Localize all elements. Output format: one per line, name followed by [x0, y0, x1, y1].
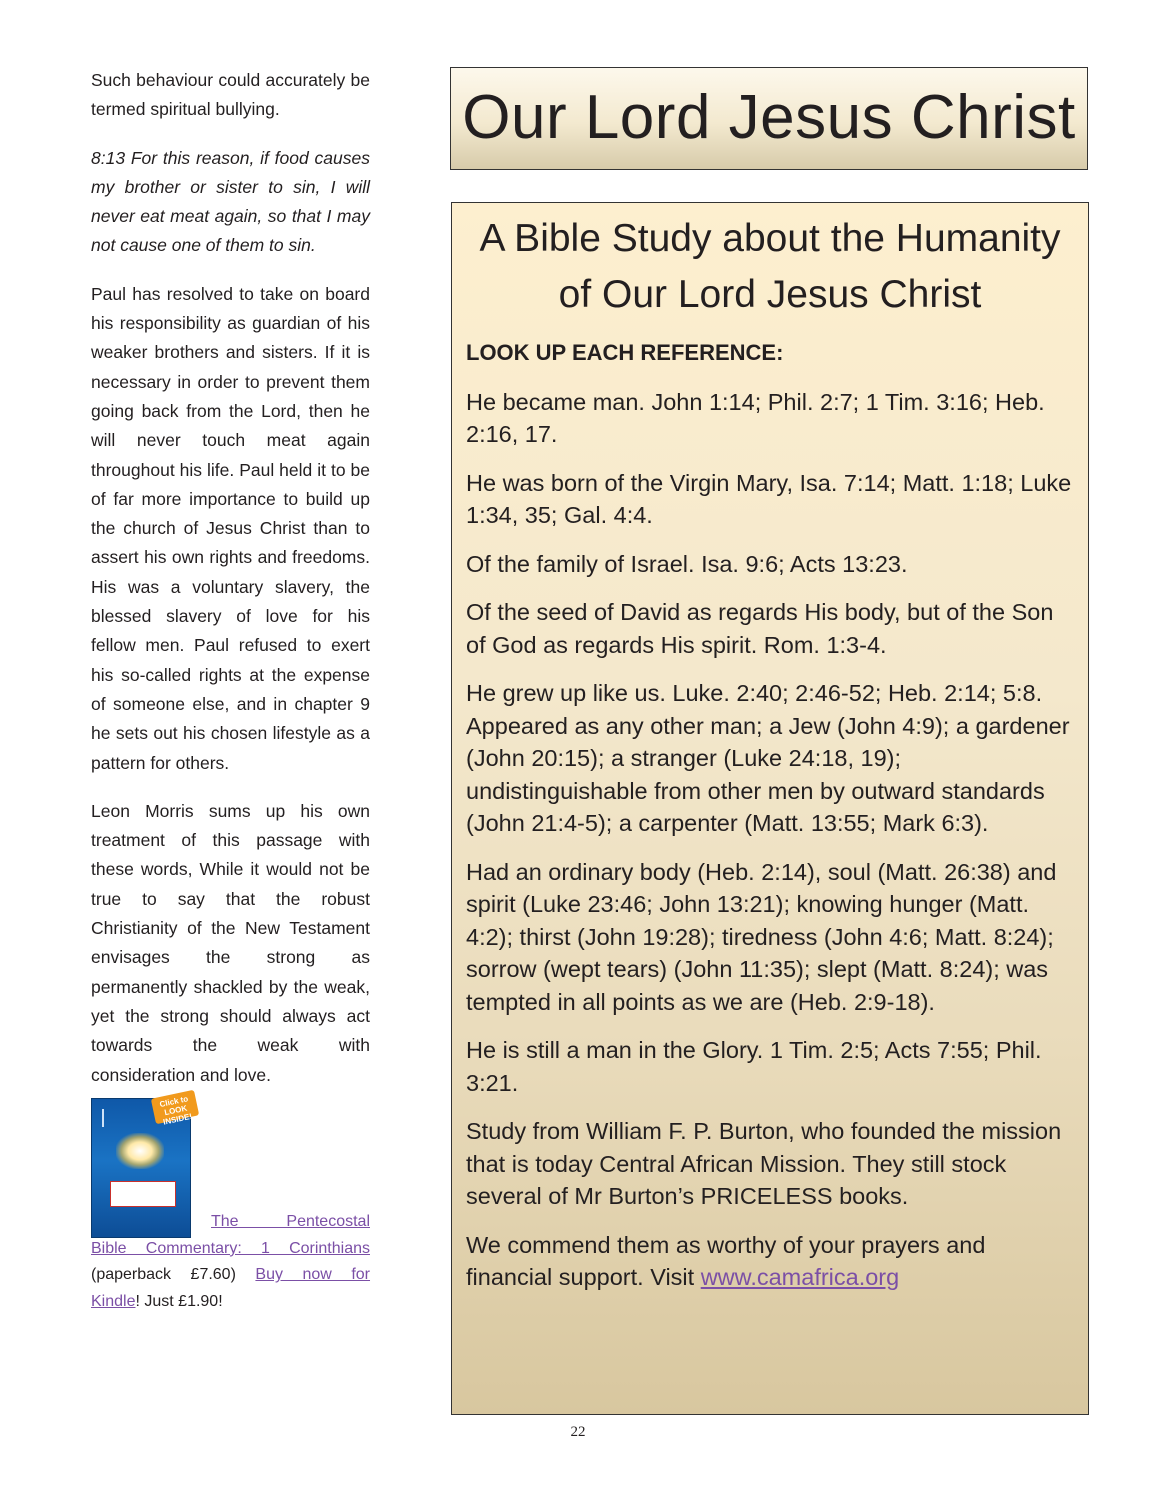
page-title: Our Lord Jesus Christ: [462, 83, 1076, 152]
verse-quote: 8:13 For this reason, if food causes my brother or sister to sin, I will never eat meat again, so that I may not cause one of them to sin.: [91, 147, 370, 256]
left-column: [91, 66, 370, 1315]
dove-icon: [116, 1133, 164, 1169]
book-title-link[interactable]: The Pentecostal: [211, 1213, 370, 1231]
intro-paragraph: Such behaviour could accurately be termed spiritual bullying.: [91, 70, 370, 120]
bible-study-box: [451, 202, 1089, 1415]
study-item: He was born of the Virgin Mary, Isa. 7:14; Matt. 1:18; Luke 1:34, 35; Gal. 4:4.: [466, 469, 1072, 528]
book-title-link-cont[interactable]: Bible Commentary: 1 Corinthians: [91, 1239, 370, 1257]
commend-paragraph: [466, 1229, 1074, 1294]
kindle-link[interactable]: Kindle: [91, 1292, 136, 1310]
lookup-instruction: LOOK UP EACH REFERENCE:: [466, 340, 784, 365]
morris-paragraph: Leon Morris sums up his own treatment of this passage with these words, While it would not be true to say that the robust Christianity of the New Testament envisages the strong as permanently shackled by the weak, yet the strong should always act towards the weak with consideration and love.: [91, 800, 370, 1085]
book-cover-image[interactable]: [91, 1094, 197, 1236]
study-item: Of the seed of David as regards His body, but of the Son of God as regards His spirit. Rom. 1:3-4.: [466, 599, 1054, 658]
kindle-price: ! Just £1.90!: [135, 1292, 223, 1310]
page-number: 22: [570, 1424, 586, 1440]
paperback-price: (paperback £7.60): [91, 1266, 236, 1284]
study-item: He became man. John 1:14; Phil. 2:7; 1 Tim. 3:16; Heb. 2:16, 17.: [466, 388, 1045, 447]
study-item: He is still a man in the Glory. 1 Tim. 2:5; Acts 7:55; Phil. 3:21.: [466, 1037, 1042, 1096]
commend-text: We commend them as worthy of your prayers and financial support. Visit: [466, 1231, 986, 1290]
study-item: Of the family of Israel. Isa. 9:6; Acts 13:23.: [466, 550, 908, 577]
kindle-buy-link[interactable]: Buy now for: [255, 1266, 371, 1284]
book-promo: [91, 1094, 370, 1236]
website-link[interactable]: www.camafrica.org: [700, 1264, 900, 1290]
title-box: [450, 67, 1088, 170]
study-item: Had an ordinary body (Heb. 2:14), soul (Matt. 26:38) and spirit (Luke 23:46; John 13:21); knowing hunger (Matt. 4:2); thirst (John 19:28); tiredness (John 4:6; Matt. 8:24); sorrow (wept tears) (John 11:35); slept (Matt. 8:24); was tempted in all points as we are (Heb. 2:9-18).: [466, 858, 1057, 1015]
study-item: He grew up like us. Luke. 2:40; 2:46-52; Heb. 2:14; 5:8. Appeared as any other man; a Jew (John 4:9); a gardener (John 20:15); a stranger (Luke 24:18, 19); undistinguishable from other men by outward standards (John 21:4-5); a carpenter (Matt. 13:55; Mark 6:3).: [466, 680, 1070, 836]
study-item: Study from William F. P. Burton, who founded the mission that is today Central African Mission. They still stock several of Mr Burton’s PRICELESS books.: [466, 1118, 1062, 1209]
look-inside-badge: Click to LOOK INSIDE!: [151, 1090, 199, 1125]
study-heading: A Bible Study about the Humanity of Our Lord Jesus Christ: [479, 217, 1061, 316]
commentary-paragraph: Paul has resolved to take on board his responsibility as guardian of his weaker brothers and sisters. If it is necessary in order to prevent them going back from the Lord, then he will never touch meat again throughout his life. Paul held it to be of far more importance to build up the church of Jesus Christ than to assert his own rights and freedoms. His was a voluntary slavery, the blessed slavery of love for his fellow men. Paul refused to exert his so-called rights at the expense of someone else, and in chapter 9 he sets out his chosen lifestyle as a pattern for others.: [91, 283, 370, 773]
